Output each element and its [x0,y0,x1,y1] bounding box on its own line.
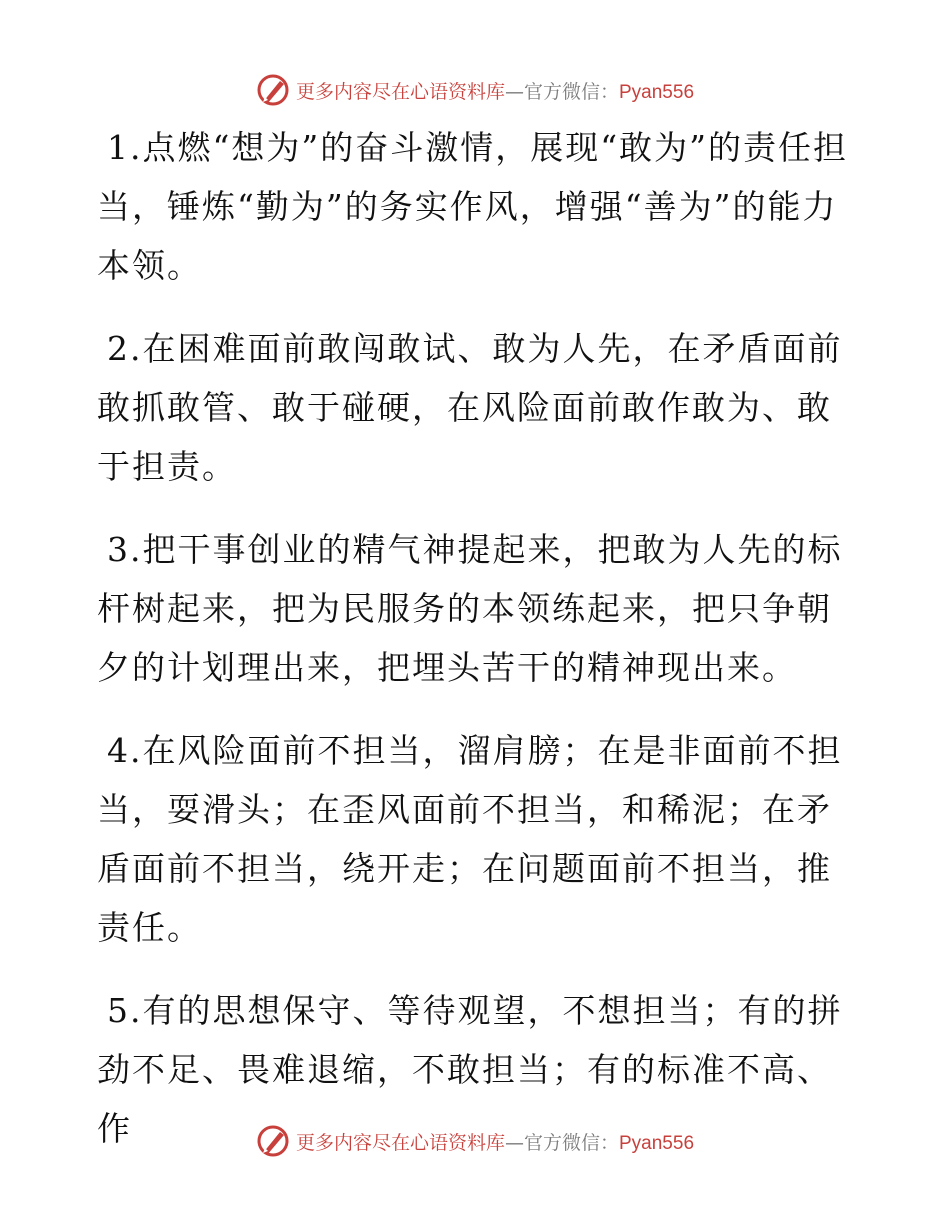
wechat-id: Pyan556 [619,1132,695,1154]
paragraph-1: 1.点燃“想为”的奋斗激情，展现“敢为”的责任担当，锤炼“勤为”的务实作风，增强“善为”的能力本领。 [97,128,848,285]
banner-main-text: 更多内容尽在心语资料库 [295,1131,505,1154]
wechat-label: 官方微信： [523,1131,619,1154]
banner-text [296,1128,694,1155]
wechat-id: Pyan556 [619,81,695,103]
banner-main-text: 更多内容尽在心语资料库 [295,80,505,103]
banner-text [296,77,694,104]
paragraph-3: 3.把干事创业的精气神提起来，把敢为人先的标杆树起来，把为民服务的本领练起来，把只争朝夕的计划理出来，把埋头苦干的精神现出来。 [97,530,843,687]
wechat-label: 官方微信： [523,80,619,103]
footer-banner [0,1121,950,1161]
paragraph-4: 4.在风险面前不担当，溜肩膀；在是非面前不担当，耍滑头；在歪风面前不担当，和稀泥；在矛盾面前不担当，绕开走；在问题面前不担当，推责任。 [97,731,843,947]
header-banner [0,70,950,110]
pen-logo-icon [256,1124,290,1158]
banner-dash: — [504,80,524,103]
document-body [97,118,857,1182]
paragraph-5: 5.有的思想保守、等待观望，不想担当；有的拼劲不足、畏难退缩，不敢担当；有的标准不高、作 [97,991,843,1148]
paragraph-2: 2.在困难面前敢闯敢试、敢为人先，在矛盾面前敢抓敢管、敢于碰硬，在风险面前敢作敢为、敢于担责。 [97,329,843,486]
pen-logo-icon [256,73,290,107]
banner-dash: — [504,1131,524,1154]
